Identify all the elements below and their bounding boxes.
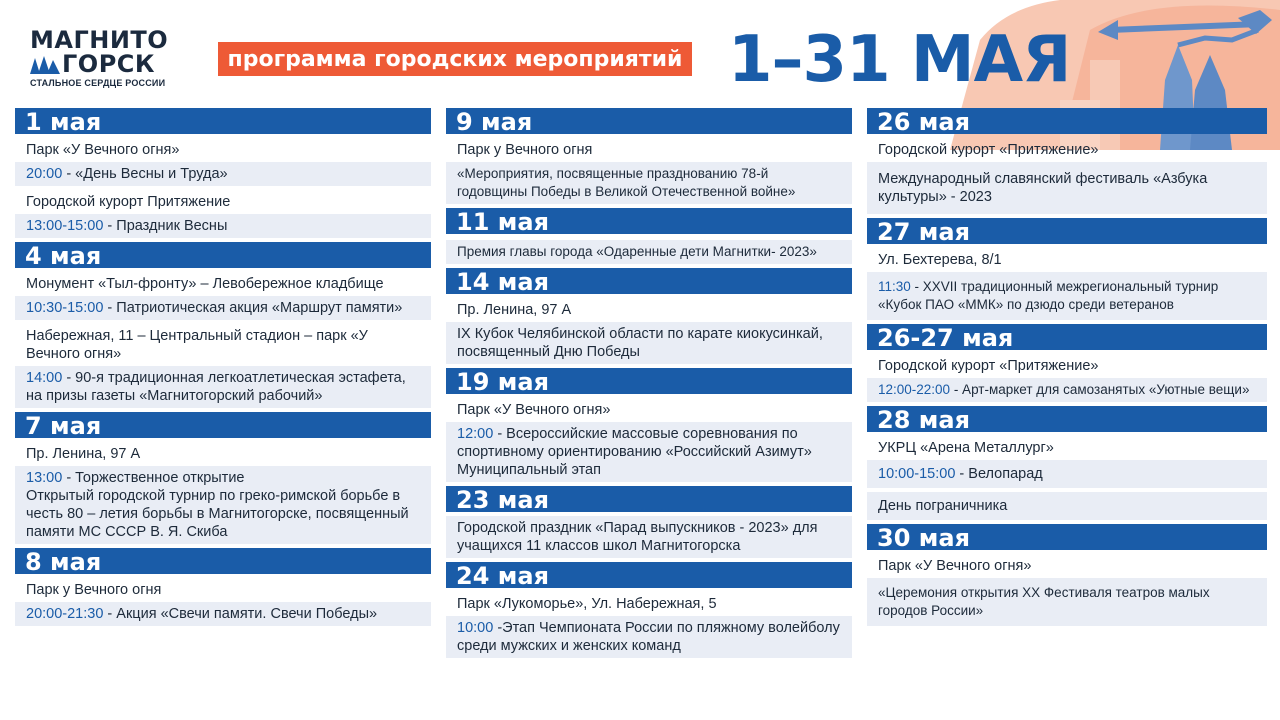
day-header: 4 мая: [15, 242, 431, 268]
event-text: Открытый городской турнир по греко-римской борьбе в честь 80 – летия борьбы в Магнитогорске, посвященный памяти МС СССР В. Я. Скиба: [26, 488, 409, 540]
venue: Парк у Вечного огня: [26, 582, 162, 598]
venue: УКРЦ «Арена Металлург»: [878, 440, 1054, 456]
event-time: 10:00-15:00: [878, 466, 956, 482]
schedule-column-2: [446, 108, 852, 662]
event-text: - Праздник Весны: [103, 218, 228, 234]
header: [0, 0, 1280, 108]
logo-line2: ГОРСК: [62, 50, 156, 78]
schedule-column-3: [867, 108, 1267, 630]
event-text: - XXVII традиционный межрегиональный турнир «Кубок ПАО «ММК» по дзюдо среди ветеранов: [878, 279, 1219, 312]
day-header: 1 мая: [15, 108, 431, 134]
event: [446, 516, 852, 558]
day-header: 28 мая: [867, 406, 1267, 432]
event: [867, 378, 1267, 402]
day-header: 8 мая: [15, 548, 431, 574]
event: [15, 214, 431, 238]
event: [446, 162, 852, 204]
event-time: 10:30-15:00: [26, 300, 104, 316]
event-time: 20:00: [26, 166, 63, 182]
event: [15, 162, 431, 186]
event-text: - Арт-маркет для самозанятых «Уютные вещи»: [950, 382, 1250, 397]
venue: Городской курорт «Притяжение»: [878, 358, 1099, 374]
venue: Ул. Бехтерева, 8/1: [878, 252, 1002, 268]
event-text: Премия главы города «Одаренные дети Магнитки- 2023»: [457, 244, 817, 259]
venue: Парк «У Вечного огня»: [878, 558, 1032, 574]
event-text: - Торжественное открытие: [62, 470, 245, 486]
event-text: IX Кубок Челябинской области по карате киокусинкай, посвященный Дню Победы: [457, 326, 823, 360]
venue: Пр. Ленина, 97 А: [26, 446, 141, 462]
event: [15, 466, 431, 544]
event-time: 14:00: [26, 370, 63, 386]
event: [867, 460, 1267, 488]
day-header: 14 мая: [446, 268, 852, 294]
event: [446, 616, 852, 658]
event-text: - Всероссийские массовые соревнования по спортивному ориентированию «Российский Азимут» Муниципальный этап: [457, 426, 812, 478]
event-text: - Патриотическая акция «Маршрут памяти»: [103, 300, 403, 316]
event-time: 20:00-21:30: [26, 606, 104, 622]
venue: Городской курорт «Притяжение»: [878, 142, 1099, 158]
event-text: «Мероприятия, посвященные празднованию 78-й годовщины Победы в Великой Отечественной войне»: [457, 166, 796, 199]
event-text: Международный славянский фестиваль «Азбука культуры» - 2023: [878, 171, 1208, 205]
event: [446, 240, 852, 264]
venue: Пр. Ленина, 97 А: [457, 302, 572, 318]
event: [15, 296, 431, 320]
program-banner: программа городских мероприятий: [218, 42, 692, 76]
event-text: -Этап Чемпионата России по пляжному волейболу среди мужских и женских команд: [457, 620, 840, 654]
event-time: 12:00: [457, 426, 494, 442]
day-header: 11 мая: [446, 208, 852, 234]
event-text: «Церемония открытия XX Фестиваля театров малых городов России»: [878, 585, 1210, 618]
venue: Набережная, 11 – Центральный стадион – парк «У Вечного огня»: [26, 328, 368, 362]
schedule-column-1: [15, 108, 431, 630]
event: [15, 366, 431, 408]
event-time: 13:00-15:00: [26, 218, 104, 234]
event: [867, 578, 1267, 626]
logo-line1: МАГНИТО: [30, 26, 169, 54]
event: [15, 602, 431, 626]
event: [446, 322, 852, 364]
day-header: 27 мая: [867, 218, 1267, 244]
day-header: 9 мая: [446, 108, 852, 134]
event-time: 11:30: [878, 279, 911, 294]
day-header: 24 мая: [446, 562, 852, 588]
venue: Монумент «Тыл-фронту» – Левобережное кладбище: [26, 276, 384, 292]
event-text: - 90-я традиционная легкоатлетическая эстафета, на призы газеты «Магнитогорский рабочий»: [26, 370, 406, 404]
day-header: 26-27 мая: [867, 324, 1267, 350]
venue: Парк «У Вечного огня»: [26, 142, 180, 158]
day-header: 23 мая: [446, 486, 852, 512]
day-header: 30 мая: [867, 524, 1267, 550]
day-header: 19 мая: [446, 368, 852, 394]
day-header: 7 мая: [15, 412, 431, 438]
event: [867, 272, 1267, 320]
event-time: 13:00: [26, 470, 63, 486]
day-header: 26 мая: [867, 108, 1267, 134]
event-text: - Велопарад: [955, 466, 1043, 482]
event-time: 10:00: [457, 620, 494, 636]
logo-subtitle: СТАЛЬНОЕ СЕРДЦЕ РОССИИ: [30, 78, 166, 88]
event: [446, 422, 852, 482]
venue: Парк «Лукоморье», Ул. Набережная, 5: [457, 596, 717, 612]
event-text: День пограничника: [878, 498, 1008, 514]
event: [867, 162, 1267, 214]
event-text: Городской праздник «Парад выпускников - 2023» для учащихся 11 классов школ Магнитогорска: [457, 520, 818, 554]
mountains-icon: [30, 54, 60, 74]
venue: Городской курорт Притяжение: [26, 194, 231, 210]
city-logo: [30, 28, 170, 88]
event-time: 12:00-22:00: [878, 382, 951, 397]
venue: Парк «У Вечного огня»: [457, 402, 611, 418]
date-range-title: 1–31 МАЯ: [728, 23, 1071, 97]
venue: Парк у Вечного огня: [457, 142, 593, 158]
event-text: - Акция «Свечи памяти. Свечи Победы»: [103, 606, 378, 622]
event: [867, 492, 1267, 520]
event-text: - «День Весны и Труда»: [62, 166, 228, 182]
